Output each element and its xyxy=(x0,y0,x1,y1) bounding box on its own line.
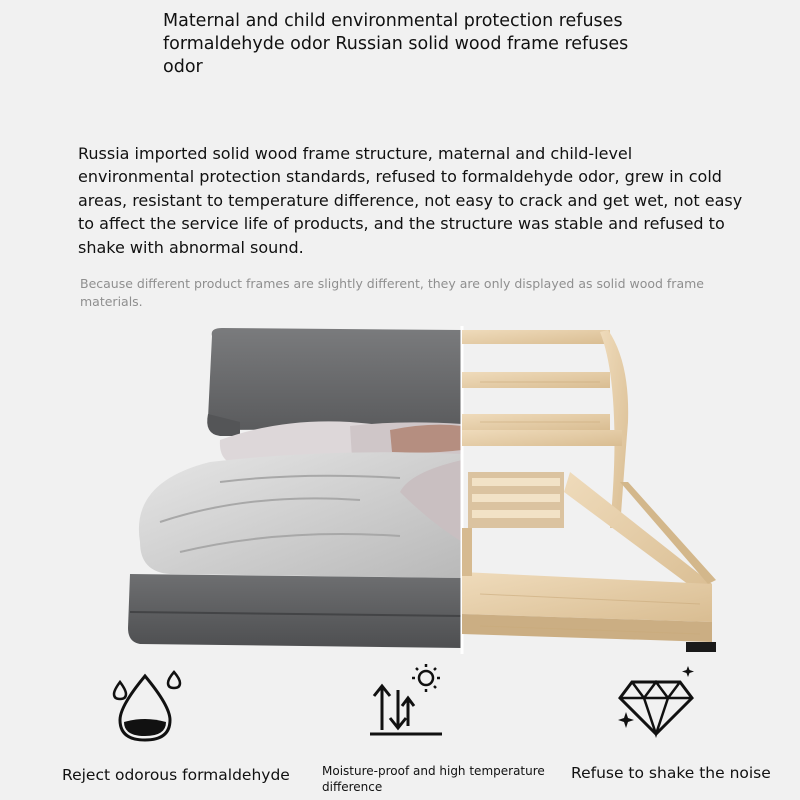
bed-comparison-image xyxy=(100,322,720,656)
upholstered-bed xyxy=(128,328,462,648)
diamond-icon xyxy=(610,660,700,740)
feature-label-noise: Refuse to shake the noise xyxy=(571,764,771,782)
feature-label-formaldehyde: Reject odorous formaldehyde xyxy=(62,766,290,784)
feature-label-moisture: Moisture-proof and high temperature difference xyxy=(322,764,545,794)
water-drop-icon xyxy=(100,664,190,744)
headline: Maternal and child environmental protection refuses formaldehyde odor Russian solid wood frame refuses odor xyxy=(163,11,629,77)
disclaimer-note: Because different product frames are slightly different, they are only displayed as solid wood frame materials. xyxy=(80,276,704,309)
solid-wood-frame xyxy=(462,330,716,652)
description-text: Russia imported solid wood frame structure, maternal and child-level environmental protection standards, refused to formaldehyde odor, grew in cold areas, resistant to temperature difference, not easy to crack and get wet, not easy to affect the service life of products, and the structure was stable and refused to shake with abnormal sound. xyxy=(78,144,743,257)
temperature-arrows-icon xyxy=(360,660,450,740)
